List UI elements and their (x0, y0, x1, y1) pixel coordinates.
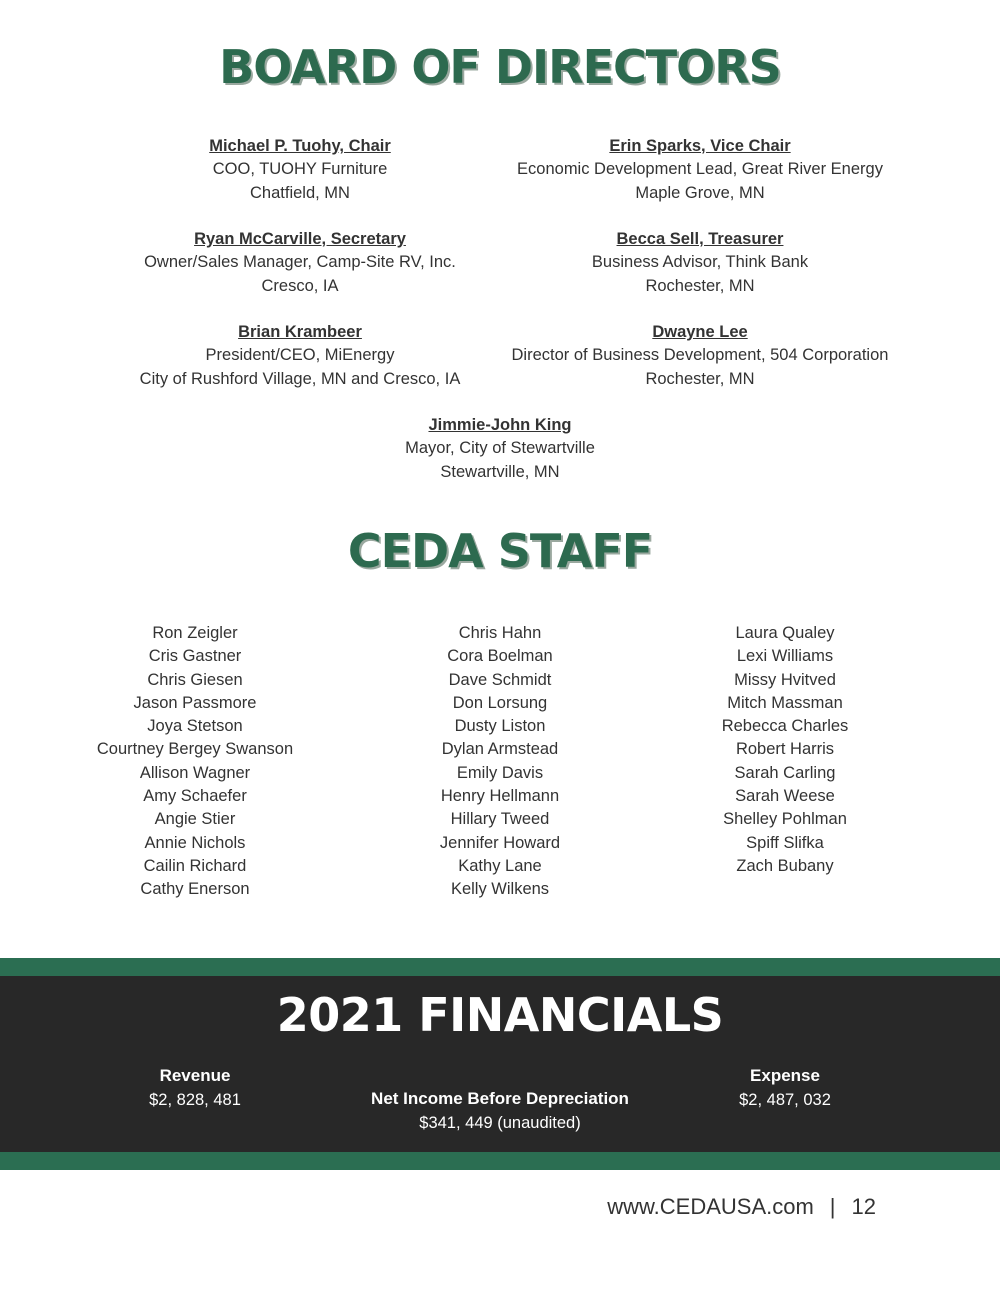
staff-name: Zach Bubany (736, 856, 834, 875)
page-footer (607, 1194, 876, 1220)
staff-name: Rebecca Charles (721, 717, 849, 736)
staff-name: Spiff Slifka (746, 833, 824, 852)
staff-name: Cathy Enerson (140, 880, 250, 899)
director-name: Ryan McCarville, Secretary (194, 230, 406, 248)
staff-column-3 (635, 622, 935, 878)
staff-name: Dave Schmidt (448, 670, 552, 689)
staff-name: Don Lorsung (452, 693, 548, 712)
staff-name: Cailin Richard (143, 856, 247, 875)
staff-name: Jason Passmore (133, 693, 257, 712)
net-income-value: $341, 449 (unaudited) (419, 1114, 581, 1132)
director-name: Erin Sparks, Vice Chair (609, 137, 791, 155)
director-name: Brian Krambeer (238, 323, 362, 341)
director-location: Maple Grove, MN (635, 183, 765, 202)
staff-name: Lexi Williams (736, 647, 834, 666)
expense-value: $2, 487, 032 (739, 1091, 831, 1109)
ceda-staff-title: CEDA STAFF (347, 524, 653, 578)
staff-name: Robert Harris (735, 740, 835, 759)
staff-column-2 (350, 622, 650, 902)
director-role: Business Advisor, Think Bank (591, 253, 809, 272)
director-entry (90, 228, 510, 298)
staff-name: Cris Gastner (148, 647, 242, 666)
director-location: Rochester, MN (645, 369, 755, 388)
staff-name: Missy Hvitved (734, 670, 836, 689)
director-entry (90, 321, 510, 391)
revenue-value: $2, 828, 481 (149, 1091, 241, 1109)
director-role: Mayor, City of Stewartville (405, 439, 595, 458)
director-location: Rochester, MN (645, 276, 755, 295)
revenue-block (95, 1064, 295, 1112)
staff-name: Shelley Pohlman (723, 810, 847, 829)
staff-name: Dylan Armstead (441, 740, 559, 759)
director-entry (490, 228, 910, 298)
director-role: Economic Development Lead, Great River Energy (517, 160, 883, 179)
director-location: Cresco, IA (261, 276, 339, 295)
director-location: City of Rushford Village, MN and Cresco, IA (139, 369, 461, 388)
director-role: Owner/Sales Manager, Camp-Site RV, Inc. (144, 253, 456, 272)
director-role: President/CEO, MiEnergy (205, 346, 395, 365)
director-role: Director of Business Development, 504 Corporation (511, 346, 889, 365)
staff-name: Joya Stetson (147, 717, 243, 736)
expense-label: Expense (750, 1066, 820, 1085)
website-link[interactable]: www.CEDAUSA.com (607, 1194, 814, 1219)
staff-name: Sarah Carling (734, 763, 836, 782)
director-name: Dwayne Lee (652, 323, 748, 341)
staff-name: Kelly Wilkens (450, 880, 550, 899)
director-location: Stewartville, MN (440, 462, 560, 481)
financials-title: 2021 FINANCIALS (276, 988, 724, 1042)
staff-name: Amy Schaefer (143, 787, 247, 806)
staff-name: Hillary Tweed (450, 810, 550, 829)
director-name: Jimmie-John King (428, 416, 572, 434)
staff-name: Sarah Weese (735, 787, 835, 806)
staff-name: Kathy Lane (458, 856, 542, 875)
director-role: COO, TUOHY Furniture (212, 160, 388, 179)
revenue-label: Revenue (159, 1066, 231, 1085)
staff-name: Cora Boelman (447, 647, 553, 666)
staff-name: Laura Qualey (735, 624, 835, 642)
net-income-block (300, 1087, 700, 1135)
staff-name: Emily Davis (456, 763, 544, 782)
staff-name: Annie Nichols (144, 833, 246, 852)
page-number: 12 (851, 1194, 876, 1219)
staff-name: Chris Hahn (458, 624, 542, 642)
board-of-directors-title: BOARD OF DIRECTORS (219, 40, 781, 94)
director-name: Becca Sell, Treasurer (616, 230, 784, 248)
director-location: Chatfield, MN (250, 183, 350, 202)
staff-name: Henry Hellmann (440, 787, 560, 806)
staff-name: Mitch Massman (727, 693, 843, 712)
net-income-label: Net Income Before Depreciation (371, 1089, 629, 1108)
staff-name: Chris Giesen (147, 670, 243, 689)
director-entry (90, 135, 510, 205)
staff-name: Jennifer Howard (439, 833, 561, 852)
director-entry (290, 414, 710, 484)
staff-name: Allison Wagner (139, 763, 251, 782)
staff-name: Ron Zeigler (152, 624, 238, 642)
director-name: Michael P. Tuohy, Chair (209, 137, 391, 155)
director-entry (490, 135, 910, 205)
staff-name: Dusty Liston (454, 717, 546, 736)
footer-separator: | (829, 1194, 836, 1219)
staff-name: Courtney Bergey Swanson (96, 740, 294, 759)
staff-column-1 (45, 622, 345, 902)
expense-block (685, 1064, 885, 1112)
staff-name: Angie Stier (154, 810, 236, 829)
director-entry (490, 321, 910, 391)
